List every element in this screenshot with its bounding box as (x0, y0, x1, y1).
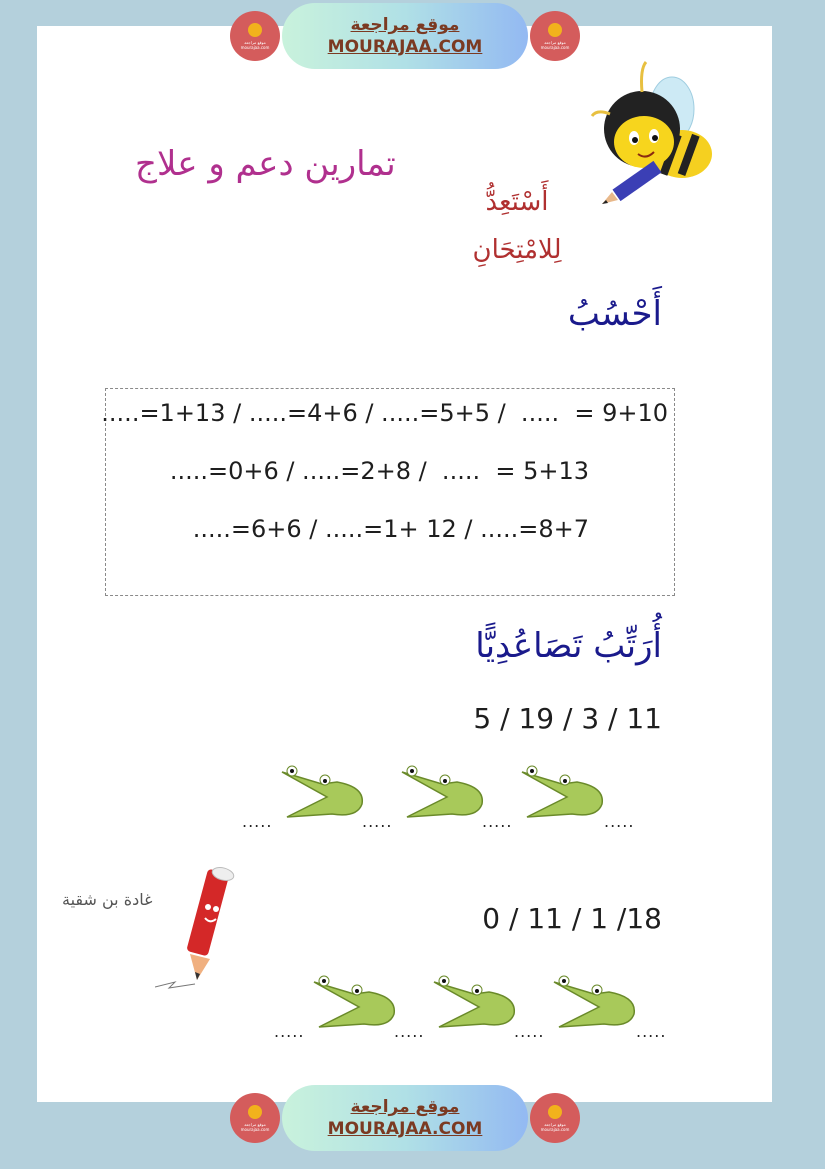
site-logo-badge-left (230, 11, 280, 61)
ordering-row-2 (274, 972, 694, 1042)
site-logo-badge-right (530, 1093, 580, 1143)
answer-blank[interactable]: ..... (274, 1022, 305, 1041)
page-title: تمارين دعم و علاج (135, 144, 396, 184)
prepare-for-exam-label (462, 178, 572, 274)
logo-icon (548, 1105, 562, 1119)
site-name-arabic[interactable]: موقع مراجعة (350, 1097, 460, 1117)
badge-text-ar: موقع مراجعة (244, 1121, 266, 1127)
ordering-row-1 (242, 762, 662, 832)
badge-text-ar: موقع مراجعة (544, 39, 566, 45)
site-name-arabic[interactable]: موقع مراجعة (350, 15, 460, 35)
badge-text-en: mourajaa.com (540, 1126, 570, 1132)
badge-text-ar: موقع مراجعة (544, 1121, 566, 1127)
crocodile-icon (429, 972, 519, 1032)
calculation-exercise-box (101, 388, 675, 596)
worksheet-page (37, 26, 772, 1102)
crocodile-icon (277, 762, 367, 822)
calculate-heading: أَحْسُبُ (567, 294, 662, 334)
calc-line: .....=1+13 / .....=4+6 / .....=5+5 / ..... = 9+10 (101, 399, 668, 427)
calc-line: .....=0+6 / .....=2+8 / ..... = 5+13 (169, 457, 589, 485)
author-name: غادة بن شقية (62, 890, 153, 909)
prep-line-2: لِلامْتِحَانِ (472, 235, 562, 265)
badge-text-ar: موقع مراجعة (244, 39, 266, 45)
answer-blank[interactable]: ..... (242, 812, 273, 831)
logo-icon (548, 23, 562, 37)
badge-text-en: mourajaa.com (540, 44, 570, 50)
logo-icon (248, 1105, 262, 1119)
badge-text-en: mourajaa.com (240, 1126, 270, 1132)
number-set-2: 0 / 11 / 1 /18 (482, 902, 662, 935)
answer-blank[interactable]: ..... (482, 812, 513, 831)
answer-blank[interactable]: ..... (394, 1022, 425, 1041)
calc-line: .....=6+6 / .....=1+ 12 / .....=8+7 (192, 515, 589, 543)
number-set-1: 5 / 19 / 3 / 11 (473, 702, 662, 735)
red-pencil-icon (155, 862, 235, 992)
bottom-banner (230, 1082, 580, 1154)
site-logo-badge-left (230, 1093, 280, 1143)
order-ascending-heading: أُرَتِّبُ تَصَاعُدِيًّا (475, 626, 662, 666)
badge-text-en: mourajaa.com (240, 44, 270, 50)
site-link-pill[interactable] (282, 3, 528, 69)
answer-blank[interactable]: ..... (362, 812, 393, 831)
answer-blank[interactable]: ..... (514, 1022, 545, 1041)
prep-line-1: أَسْتَعِدُّ (485, 187, 549, 217)
site-link-pill[interactable] (282, 1085, 528, 1151)
logo-icon (248, 23, 262, 37)
answer-blank[interactable]: ..... (636, 1022, 667, 1041)
answer-blank[interactable]: ..... (604, 812, 635, 831)
crocodile-icon (517, 762, 607, 822)
site-logo-badge-right (530, 11, 580, 61)
crocodile-icon (549, 972, 639, 1032)
bee-with-pencil-icon (572, 54, 722, 224)
crocodile-icon (309, 972, 399, 1032)
top-banner (230, 0, 580, 72)
crocodile-icon (397, 762, 487, 822)
site-name-english[interactable]: MOURAJAA.COM (327, 37, 483, 57)
site-name-english[interactable]: MOURAJAA.COM (327, 1119, 483, 1139)
